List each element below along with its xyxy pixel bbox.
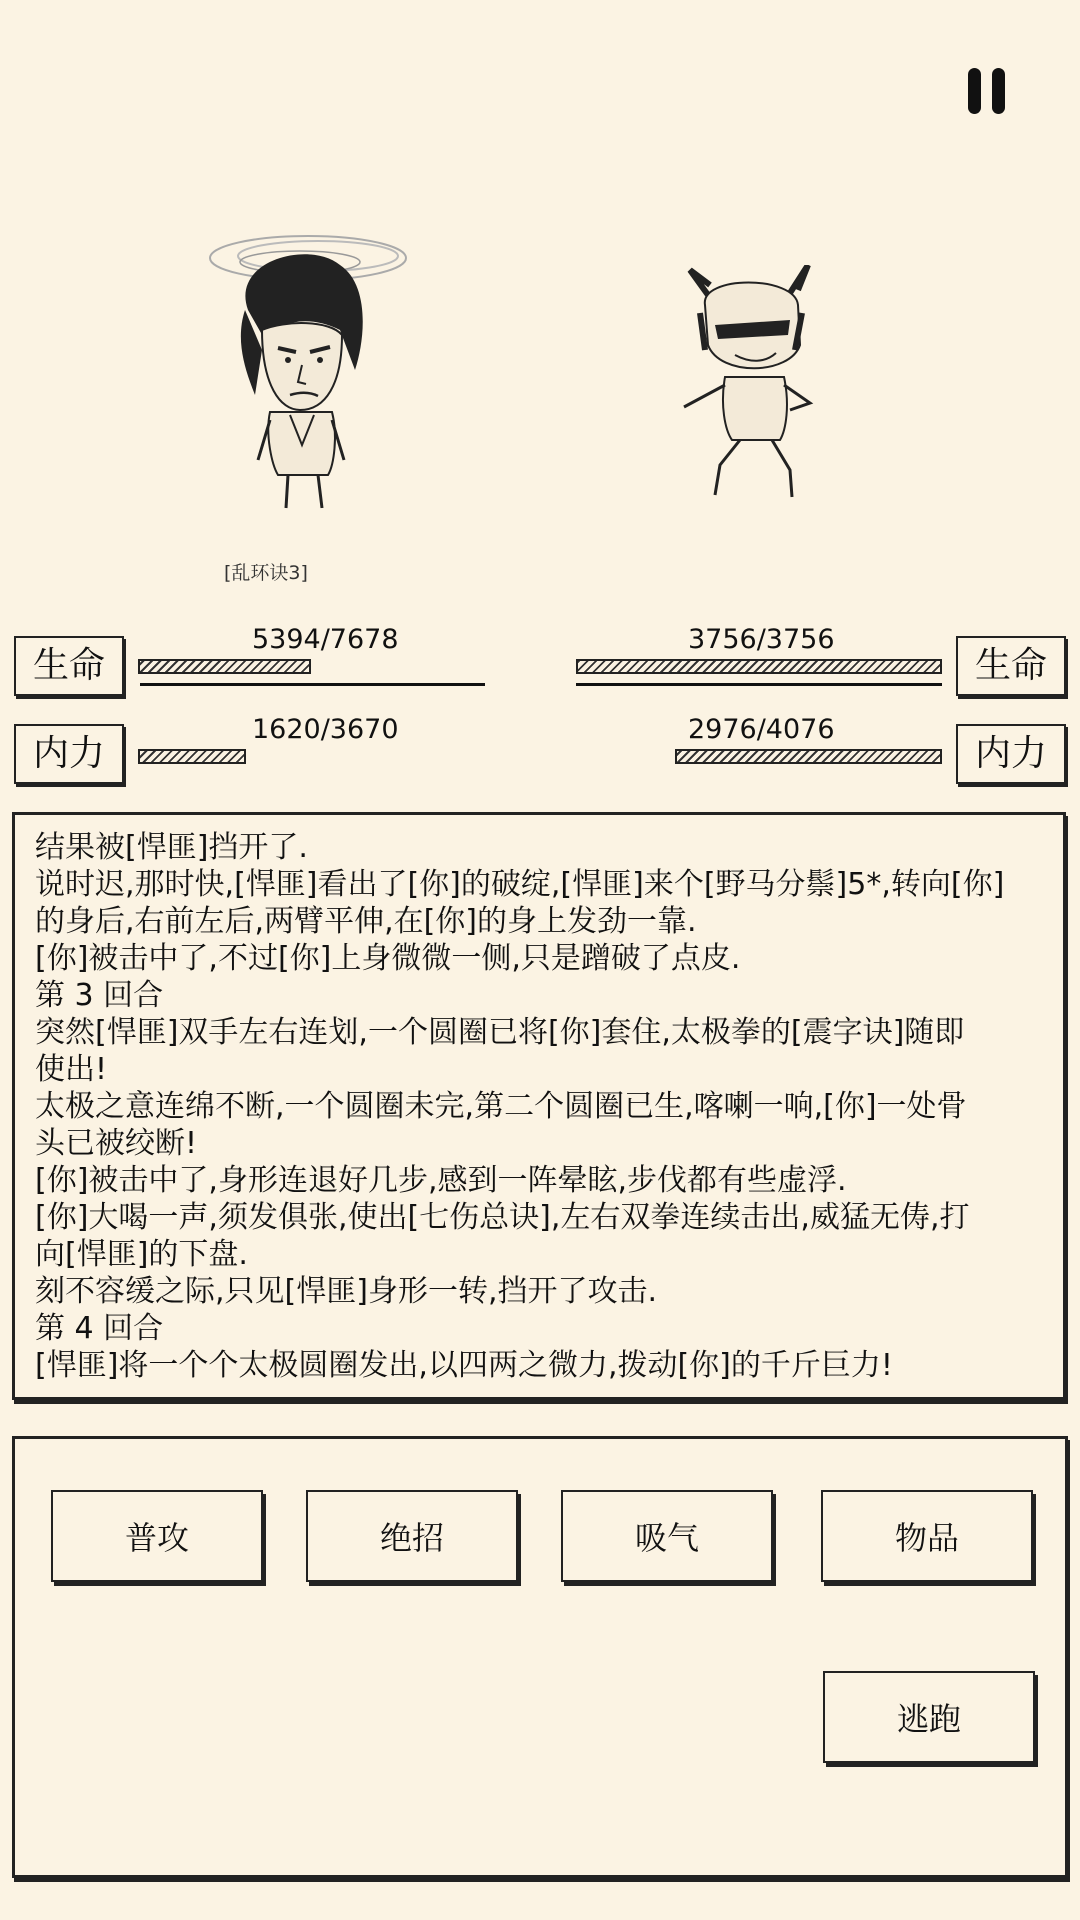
- enemy-mp-bar: [675, 749, 942, 764]
- enemy-mp-value: 2976/4076: [688, 714, 835, 745]
- action-panel: [12, 1436, 1068, 1878]
- log-line: 的身后,右前左后,两臂平伸,在[你]的身上发劲一靠.: [35, 904, 697, 939]
- log-line: 使出!: [35, 1052, 108, 1087]
- enemy-character: [680, 265, 830, 505]
- attack-button[interactable]: 普攻: [51, 1490, 263, 1582]
- log-line: [你]大喝一声,须发俱张,使出[七伤总诀],左右双拳连续击出,威猛无俦,打: [35, 1200, 970, 1235]
- log-line: 向[悍匪]的下盘.: [35, 1237, 248, 1272]
- log-line: [你]被击中了,不过[你]上身微微一侧,只是蹭破了点皮.: [35, 941, 741, 976]
- skill-button[interactable]: 绝招: [306, 1490, 518, 1582]
- enemy-hp-bar-track: [576, 683, 942, 686]
- log-line: 第 3 回合: [35, 978, 164, 1013]
- player-character: [190, 220, 450, 510]
- log-line: [你]被击中了,身形连退好几步,感到一阵晕眩,步伐都有些虚浮.: [35, 1163, 847, 1198]
- pause-button[interactable]: [966, 68, 1010, 116]
- pause-icon-bar: [968, 68, 981, 114]
- log-line: 太极之意连绵不断,一个圆圈未完,第二个圆圈已生,喀喇一响,[你]一处骨: [35, 1089, 967, 1124]
- player-status-effect: [乱环诀3]: [224, 562, 308, 584]
- player-hp-bar-track: [140, 683, 485, 686]
- enemy-hp-bar: [576, 659, 942, 674]
- player-hp-label: 生命: [14, 636, 124, 696]
- log-line: 第 4 回合: [35, 1311, 164, 1346]
- player-mp-bar: [138, 749, 246, 764]
- enemy-hp-label: 生命: [956, 636, 1066, 696]
- enemy-hp-value: 3756/3756: [688, 624, 835, 655]
- player-hp-bar: [138, 659, 311, 674]
- battle-log[interactable]: [12, 812, 1066, 1400]
- player-mp-label: 内力: [14, 724, 124, 784]
- player-mp-value: 1620/3670: [252, 714, 399, 745]
- log-line: 头已被绞断!: [35, 1126, 198, 1161]
- enemy-mp-label: 内力: [956, 724, 1066, 784]
- log-line: [悍匪]将一个个太极圆圈发出,以四两之微力,拨动[你]的千斤巨力!: [35, 1348, 893, 1383]
- log-line: 刻不容缓之际,只见[悍匪]身形一转,挡开了攻击.: [35, 1274, 658, 1309]
- flee-button[interactable]: 逃跑: [823, 1671, 1035, 1763]
- log-line: 结果被[悍匪]挡开了.: [35, 830, 308, 865]
- log-line: 突然[悍匪]双手左右连划,一个圆圈已将[你]套住,太极拳的[震字诀]随即: [35, 1015, 965, 1050]
- breathe-button[interactable]: 吸气: [561, 1490, 773, 1582]
- items-button[interactable]: 物品: [821, 1490, 1033, 1582]
- pause-icon-bar: [992, 68, 1005, 114]
- player-hp-value: 5394/7678: [252, 624, 399, 655]
- log-line: 说时迟,那时快,[悍匪]看出了[你]的破绽,[悍匪]来个[野马分鬃]5*,转向[你]: [35, 867, 1005, 902]
